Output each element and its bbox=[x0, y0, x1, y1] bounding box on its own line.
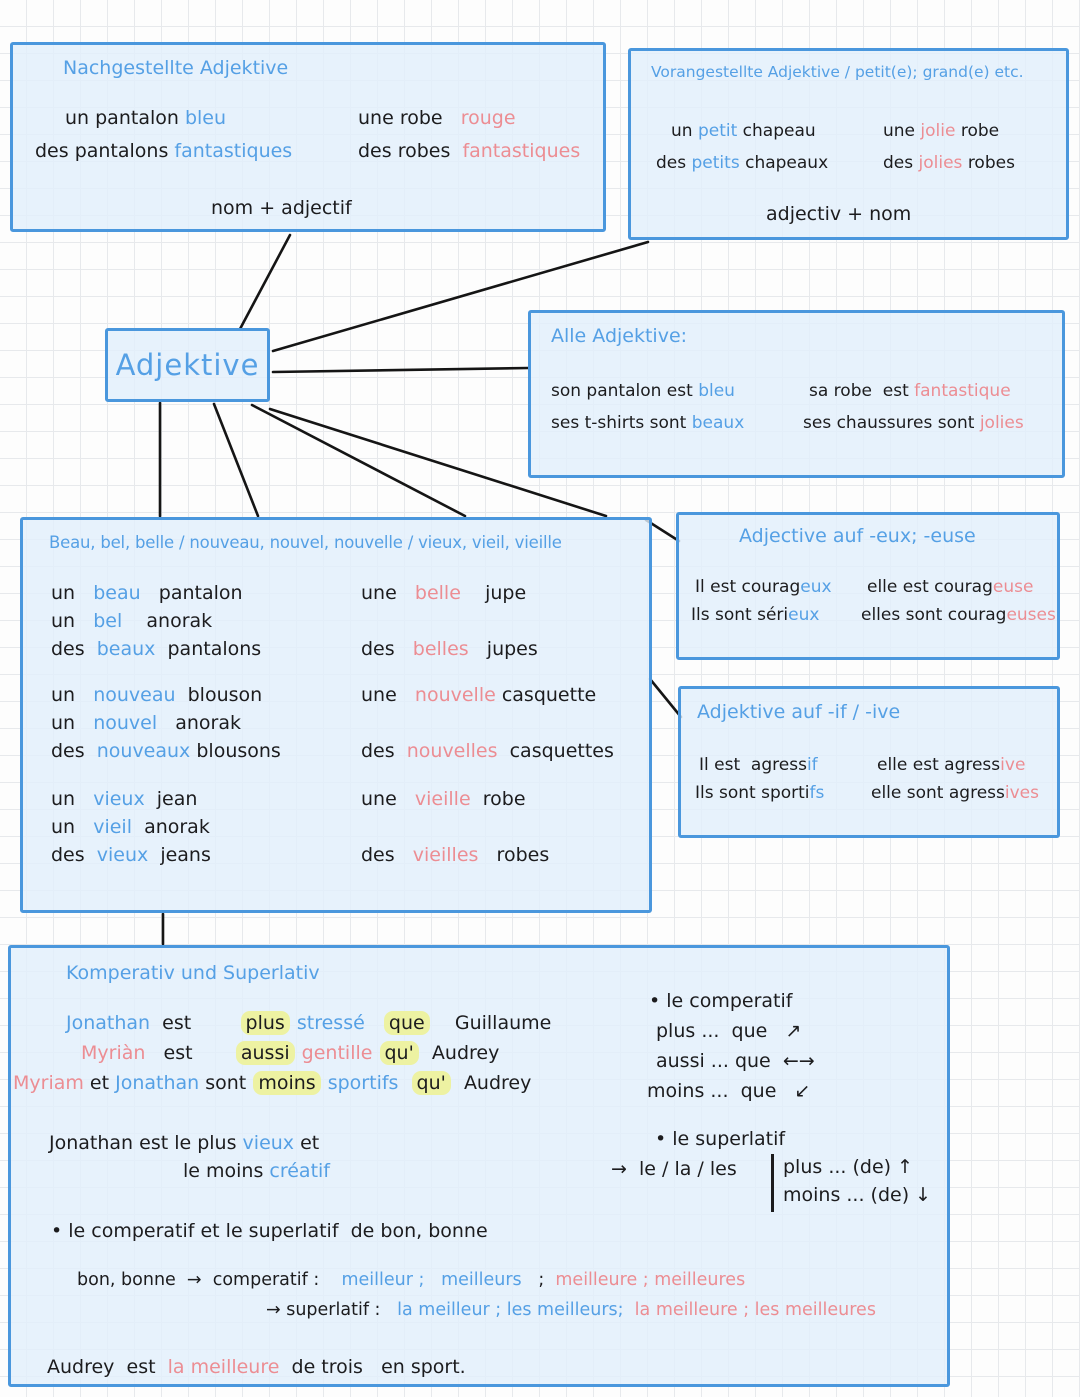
text-segment: jupes bbox=[486, 638, 538, 660]
text-segment bbox=[365, 1012, 383, 1034]
text-segment: un bbox=[51, 712, 94, 734]
text-segment: gentille bbox=[301, 1042, 373, 1064]
text-segment: euses bbox=[1006, 605, 1056, 625]
text-segment: beau bbox=[93, 582, 159, 604]
text-segment: un bbox=[51, 788, 94, 810]
connector-line bbox=[240, 235, 290, 329]
example-line bbox=[809, 381, 1011, 401]
comparatif-rule: moins ... que ↙ bbox=[647, 1080, 811, 1102]
text-segment: chapeau bbox=[742, 121, 816, 141]
text-segment: petits bbox=[691, 153, 746, 173]
example-line bbox=[361, 638, 538, 661]
text-segment: un bbox=[51, 816, 94, 838]
example-line bbox=[361, 788, 526, 811]
example-line bbox=[35, 140, 292, 163]
comparison-sentence bbox=[81, 1042, 499, 1065]
example-line bbox=[883, 121, 999, 141]
text-segment: rouge bbox=[460, 107, 516, 129]
bon-comparatif-line bbox=[77, 1270, 745, 1291]
text-segment: la meilleure bbox=[167, 1356, 280, 1378]
example-line bbox=[803, 413, 1024, 433]
text-segment: le moins bbox=[183, 1160, 270, 1182]
text-segment: meilleur ; meilleurs bbox=[341, 1270, 522, 1290]
text-segment: et bbox=[83, 1072, 116, 1094]
text-segment: des bbox=[51, 638, 97, 660]
text-segment: jupe bbox=[485, 582, 527, 604]
text-segment: bel bbox=[93, 610, 147, 632]
brace-bar bbox=[771, 1154, 774, 1212]
text-segment: ses t-shirts sont bbox=[551, 413, 692, 433]
text-segment: vieux bbox=[242, 1132, 295, 1154]
text-segment: ses chaussures sont bbox=[803, 413, 980, 433]
text-segment: qu' bbox=[380, 1041, 419, 1065]
box-nachgestellte-adjektive bbox=[10, 42, 606, 232]
text-segment: fantastiques bbox=[462, 140, 581, 162]
example-line bbox=[65, 107, 226, 130]
text-segment: Jonathan bbox=[115, 1072, 200, 1094]
example-line bbox=[699, 755, 818, 775]
rule-footer: adjectiv + nom bbox=[766, 203, 912, 225]
text-segment: qu' bbox=[412, 1071, 451, 1095]
example-line bbox=[358, 107, 516, 130]
text-segment: sont bbox=[199, 1072, 253, 1094]
text-segment: vieil bbox=[93, 816, 145, 838]
text-segment: Guillaume bbox=[430, 1012, 552, 1034]
text-segment: Ils sont séri bbox=[691, 605, 789, 625]
text-segment bbox=[624, 1300, 635, 1320]
text-segment: la meilleur ; les meilleurs; bbox=[397, 1300, 624, 1320]
text-segment: stressé bbox=[296, 1012, 365, 1034]
text-segment: une bbox=[361, 788, 415, 810]
superlatif-rule: moins ... (de) ↓ bbox=[783, 1184, 932, 1206]
superlative-sentence bbox=[183, 1160, 330, 1183]
text-segment: des robes bbox=[358, 140, 463, 162]
audrey-sentence bbox=[47, 1356, 466, 1379]
example-line bbox=[695, 577, 832, 597]
text-segment: blouson bbox=[187, 684, 263, 706]
box-beau-nouveau-vieux bbox=[20, 517, 652, 913]
text-segment: sa robe est bbox=[809, 381, 915, 401]
text-segment: robe bbox=[482, 788, 526, 810]
text-segment: des bbox=[361, 740, 407, 762]
text-segment: Audrey est bbox=[47, 1356, 168, 1378]
text-segment: Jonathan est le plus bbox=[49, 1132, 243, 1154]
text-segment: des pantalons bbox=[35, 140, 175, 162]
text-segment: nouveau bbox=[93, 684, 188, 706]
example-line bbox=[867, 577, 1033, 597]
connector-line bbox=[650, 679, 681, 717]
text-segment: une bbox=[361, 684, 415, 706]
text-segment: Jonathan bbox=[66, 1012, 151, 1034]
node-adjektive bbox=[105, 328, 270, 402]
example-line bbox=[51, 684, 262, 707]
example-line bbox=[51, 712, 241, 735]
box-title: Beau, bel, belle / nouveau, nouvel, nouvelle / vieux, vieil, vieille bbox=[49, 533, 562, 552]
text-segment: anorak bbox=[175, 712, 242, 734]
example-line bbox=[51, 740, 281, 763]
comparatif-rule: aussi ... que ←→ bbox=[656, 1050, 815, 1072]
text-segment: Audrey bbox=[451, 1072, 532, 1094]
box-alle-adjektive bbox=[528, 310, 1065, 478]
comparatif-bullet: • le comperatif bbox=[649, 990, 793, 1012]
text-segment: est bbox=[150, 1012, 240, 1034]
text-segment: ive bbox=[1000, 755, 1026, 775]
node-label: Adjektive bbox=[115, 347, 260, 382]
box-vorangestellte-adjektive bbox=[628, 48, 1069, 240]
text-segment: sportifs bbox=[327, 1072, 399, 1094]
bon-bonne-bullet: • le comperatif et le superlatif de bon, bonne bbox=[51, 1220, 488, 1242]
text-segment: une bbox=[883, 121, 921, 141]
text-segment: if bbox=[806, 755, 818, 775]
example-line bbox=[361, 844, 549, 867]
comparison-sentence bbox=[66, 1012, 551, 1035]
text-segment: chapeaux bbox=[745, 153, 829, 173]
text-segment: vieux bbox=[93, 788, 157, 810]
text-segment: des bbox=[361, 638, 413, 660]
text-segment: ; bbox=[521, 1270, 556, 1290]
comparatif-rule: plus ... que ↗ bbox=[656, 1020, 802, 1042]
text-segment: blousons bbox=[196, 740, 281, 762]
text-segment: eux bbox=[788, 605, 820, 625]
text-segment: des bbox=[51, 844, 97, 866]
text-segment: casquette bbox=[501, 684, 597, 706]
text-segment: jean bbox=[156, 788, 198, 810]
text-segment: et bbox=[294, 1132, 320, 1154]
text-segment: meilleure ; meilleures bbox=[555, 1270, 746, 1290]
example-line bbox=[361, 684, 596, 707]
text-segment: moins bbox=[253, 1071, 320, 1095]
text-segment: elles sont courag bbox=[861, 605, 1007, 625]
example-line bbox=[358, 140, 580, 163]
box-komparativ-superlativ bbox=[8, 945, 950, 1387]
example-line bbox=[51, 610, 212, 633]
text-segment: fs bbox=[809, 783, 825, 803]
text-segment: pantalons bbox=[167, 638, 262, 660]
text-segment bbox=[398, 1072, 410, 1094]
text-segment: de trois en sport. bbox=[279, 1356, 466, 1378]
text-segment: → superlatif : bbox=[266, 1300, 398, 1320]
box-adjektive-eux-euse bbox=[676, 512, 1060, 660]
text-segment: Myriam bbox=[13, 1072, 84, 1094]
text-segment: robes bbox=[496, 844, 550, 866]
text-segment: petit bbox=[697, 121, 743, 141]
text-segment: euse bbox=[992, 577, 1034, 597]
comparison-sentence bbox=[13, 1072, 531, 1095]
text-segment: belles bbox=[412, 638, 487, 660]
text-segment: nouvel bbox=[93, 712, 176, 734]
example-line bbox=[361, 582, 526, 605]
text-segment: fantastiques bbox=[174, 140, 293, 162]
text-segment: la meilleure ; les meilleures bbox=[634, 1300, 876, 1320]
text-segment: robe bbox=[960, 121, 1000, 141]
box-title: Adjective auf -eux; -euse bbox=[739, 525, 976, 547]
connector-line bbox=[273, 368, 528, 372]
box-title: Alle Adjektive: bbox=[551, 325, 688, 347]
text-segment bbox=[372, 1042, 378, 1064]
text-segment: des bbox=[883, 153, 919, 173]
rule-footer: nom + adjectif bbox=[211, 197, 352, 219]
text-segment: un bbox=[51, 610, 94, 632]
text-segment: elle est courag bbox=[867, 577, 993, 597]
text-segment: ives bbox=[1004, 783, 1039, 803]
example-line bbox=[551, 381, 735, 401]
superlatif-bullet: • le superlatif bbox=[655, 1128, 786, 1150]
text-segment: bleu bbox=[698, 381, 735, 401]
text-segment: elle est agress bbox=[877, 755, 1001, 775]
text-segment: jeans bbox=[160, 844, 211, 866]
text-segment: jolies bbox=[979, 413, 1024, 433]
example-line bbox=[861, 605, 1056, 625]
example-line bbox=[51, 582, 243, 605]
text-segment: robes bbox=[967, 153, 1015, 173]
text-segment: belle bbox=[414, 582, 486, 604]
example-line bbox=[883, 153, 1015, 173]
text-segment: Il est courag bbox=[695, 577, 801, 597]
example-line bbox=[871, 783, 1039, 803]
text-segment: casquettes bbox=[509, 740, 614, 762]
example-line bbox=[51, 638, 261, 661]
text-segment: son pantalon est bbox=[551, 381, 699, 401]
text-segment: Il est agress bbox=[699, 755, 807, 775]
text-segment: une robe bbox=[358, 107, 461, 129]
example-line bbox=[691, 605, 819, 625]
superlatif-intro: → le / la / les bbox=[611, 1158, 737, 1180]
text-segment: anorak bbox=[146, 610, 213, 632]
text-segment: aussi bbox=[236, 1041, 295, 1065]
text-segment: est bbox=[145, 1042, 235, 1064]
text-segment: pantalon bbox=[158, 582, 243, 604]
bon-superlatif-line bbox=[266, 1300, 876, 1321]
text-segment: des bbox=[361, 844, 413, 866]
example-line bbox=[51, 816, 210, 839]
text-segment: un pantalon bbox=[65, 107, 185, 129]
example-line bbox=[671, 121, 816, 141]
text-segment: Ils sont sporti bbox=[695, 783, 810, 803]
box-title: Vorangestellte Adjektive / petit(e); grand(e) etc. bbox=[651, 63, 1024, 81]
text-segment: Audrey bbox=[419, 1042, 500, 1064]
text-segment: des bbox=[656, 153, 692, 173]
text-segment: anorak bbox=[144, 816, 210, 838]
text-segment: un bbox=[671, 121, 698, 141]
text-segment: beaux bbox=[96, 638, 168, 660]
example-line bbox=[51, 788, 197, 811]
text-segment: elle sont agress bbox=[871, 783, 1005, 803]
superlative-sentence bbox=[49, 1132, 319, 1155]
text-segment: des bbox=[51, 740, 97, 762]
text-segment: beaux bbox=[691, 413, 745, 433]
text-segment: plus bbox=[241, 1011, 290, 1035]
text-segment: créatif bbox=[269, 1160, 330, 1182]
box-title: Adjektive auf -if / -ive bbox=[697, 701, 901, 723]
example-line bbox=[656, 153, 828, 173]
box-title: Komperativ und Superlativ bbox=[66, 962, 320, 984]
superlatif-rule: plus ... (de) ↑ bbox=[783, 1156, 914, 1178]
text-segment: Myriàn bbox=[81, 1042, 146, 1064]
text-segment: jolies bbox=[918, 153, 968, 173]
connector-line bbox=[214, 404, 258, 516]
text-segment: vieux bbox=[96, 844, 161, 866]
text-segment: bon, bonne → comperatif : bbox=[77, 1270, 342, 1290]
example-line bbox=[51, 844, 211, 867]
text-segment: nouvelle bbox=[414, 684, 502, 706]
text-segment: fantastique bbox=[914, 381, 1011, 401]
example-line bbox=[361, 740, 614, 763]
example-line bbox=[551, 413, 744, 433]
example-line bbox=[695, 783, 824, 803]
text-segment: une bbox=[361, 582, 415, 604]
text-segment: vieille bbox=[414, 788, 483, 810]
box-adjektive-if-ive bbox=[678, 686, 1060, 838]
text-segment: vieilles bbox=[412, 844, 497, 866]
text-segment: jolie bbox=[920, 121, 961, 141]
text-segment: nouveaux bbox=[96, 740, 197, 762]
text-segment: eux bbox=[800, 577, 832, 597]
text-segment: bleu bbox=[184, 107, 227, 129]
box-title: Nachgestellte Adjektive bbox=[63, 57, 289, 79]
text-segment: un bbox=[51, 684, 94, 706]
text-segment: que bbox=[384, 1011, 430, 1035]
text-segment: nouvelles bbox=[406, 740, 510, 762]
example-line bbox=[877, 755, 1025, 775]
text-segment: un bbox=[51, 582, 94, 604]
